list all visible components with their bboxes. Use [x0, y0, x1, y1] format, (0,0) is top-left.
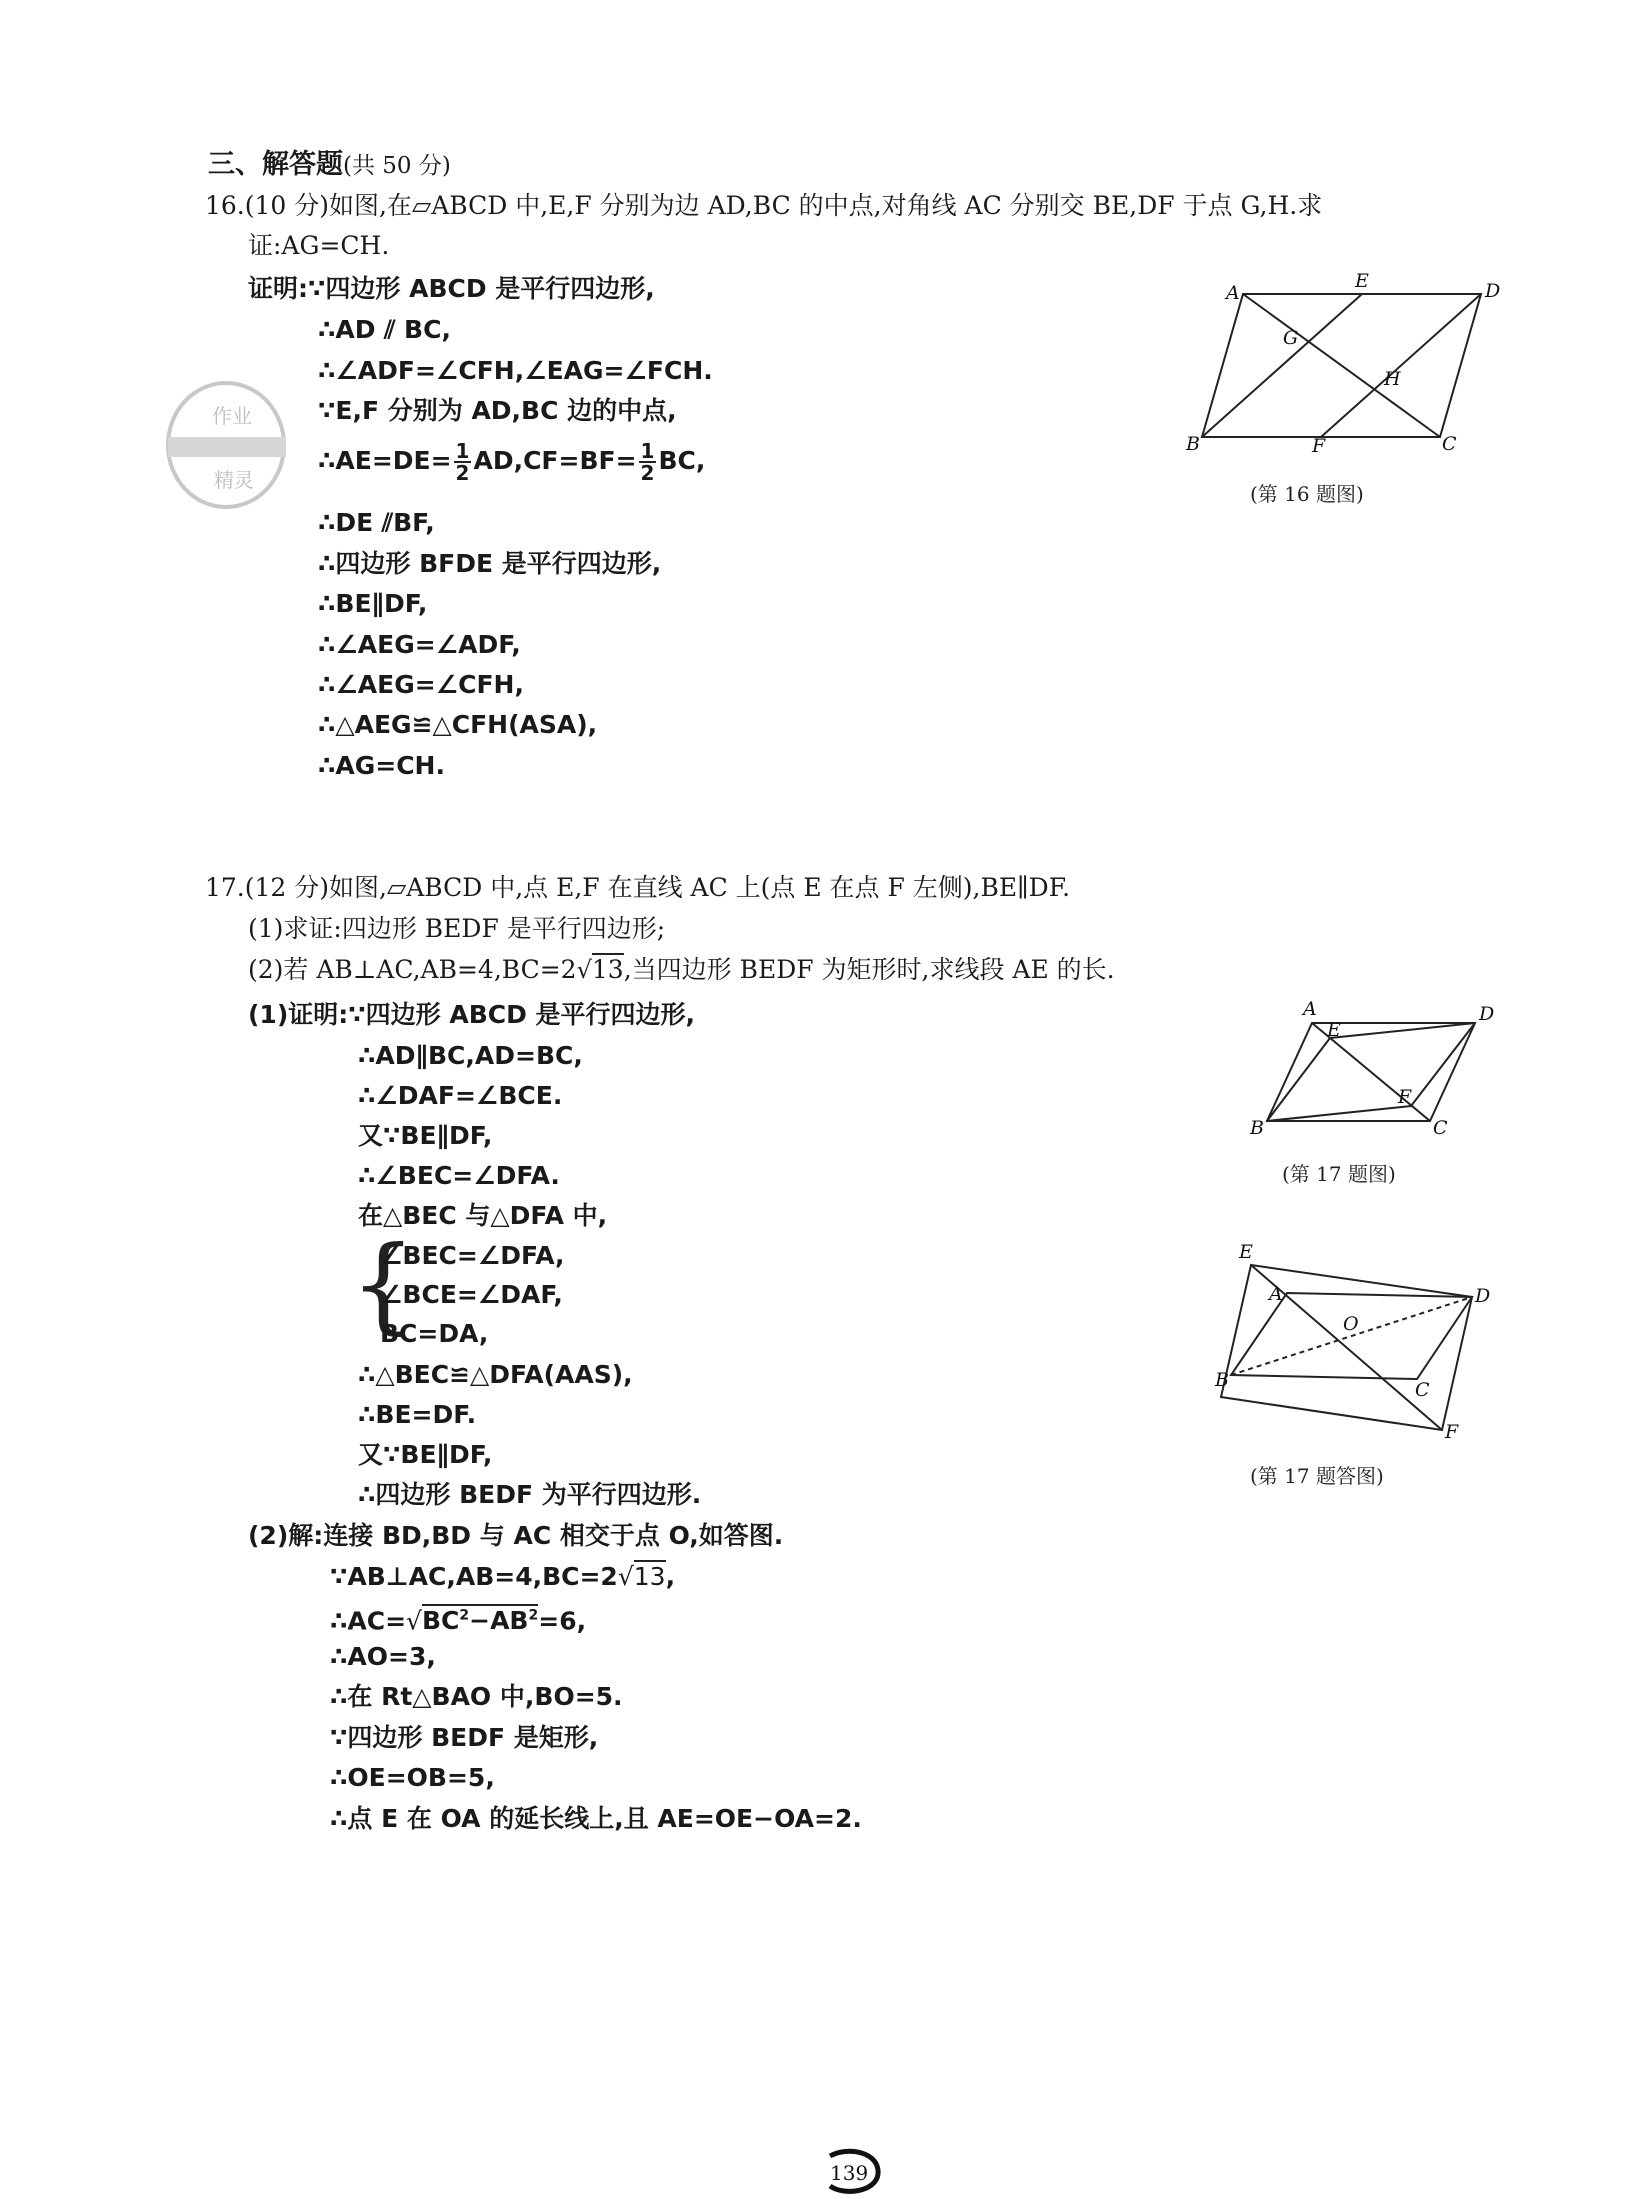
fig16-label-b: B	[1186, 433, 1200, 455]
svg-text:精灵: 精灵	[214, 468, 254, 492]
q16-proof-line-8: ∴BE∥DF,	[318, 589, 428, 618]
q17-part1-line-8: ∠BCE=∠DAF,	[380, 1280, 563, 1309]
fig16-segment-df	[1321, 294, 1481, 437]
fraction-numerator-2: 1	[640, 439, 655, 463]
fig17a-diagonal-bd	[1231, 1297, 1472, 1375]
q17-stem-line3a: (2)若 AB⊥AC,AB=4,BC=2	[248, 955, 577, 984]
q17-stem-line2: (1)求证:四边形 BEDF 是平行四边形;	[248, 914, 666, 943]
fig16-label-e: E	[1355, 270, 1369, 292]
q17-part1-line-6: 在△BEC 与△DFA 中,	[358, 1201, 608, 1230]
q17-part1-line-4: 又∵BE∥DF,	[358, 1121, 493, 1150]
fig16-label-h: H	[1384, 368, 1401, 390]
q17-part2-line-5: ∴在 Rt△BAO 中,BO=5.	[330, 1682, 623, 1711]
q16-proof-line-5b: AD,CF=BF=	[473, 446, 637, 475]
fig16-caption: (第 16 题图)	[1250, 482, 1364, 506]
fig17-label-b: B	[1250, 1117, 1264, 1139]
fig16-label-g: G	[1283, 327, 1299, 349]
fig16-diagonal-ac	[1243, 294, 1440, 437]
q16-stem-line2: 证:AG=CH.	[248, 231, 390, 260]
q16-proof-line-5	[318, 440, 705, 483]
q17-part2-line-2: ∵AB⊥AC,AB=4,BC=2√13,	[330, 1562, 676, 1591]
fig17a-label-a: A	[1269, 1283, 1283, 1305]
q16-proof-line-12: ∴AG=CH.	[318, 751, 445, 780]
q16-proof-line-5a: ∴AE=DE=	[318, 446, 452, 475]
section-points: (共 50 分)	[343, 153, 451, 179]
fig17-label-a: A	[1303, 998, 1317, 1020]
q16-proof-line-10: ∴∠AEG=∠CFH,	[318, 670, 524, 699]
q17-part2-sqrt13: 13	[633, 1562, 666, 1591]
q17-stem-line3b: ,当四边形 BEDF 为矩形时,求线段 AE 的长.	[623, 955, 1115, 984]
q17-part2-line-3b: =6,	[538, 1606, 587, 1636]
svg-text:作业: 作业	[212, 404, 252, 428]
page-number-badge	[820, 2148, 884, 2196]
fig17-caption: (第 17 题图)	[1282, 1162, 1396, 1186]
figure-17-answer	[1215, 1240, 1495, 1443]
system-brace: {	[350, 1223, 417, 1345]
q16-proof-line-2: ∴AD ⫽ BC,	[318, 315, 451, 344]
q17-stem-line3: (2)若 AB⊥AC,AB=4,BC=2√13,当四边形 BEDF 为矩形时,求线段 AE 的长.	[248, 955, 1115, 984]
fig16-label-a: A	[1226, 282, 1240, 304]
q17-part2-line-2b: ,	[665, 1562, 676, 1591]
page-number: 139	[830, 2161, 869, 2185]
q17-part1-line-9: BC=DA,	[380, 1319, 489, 1348]
q17-part2-line-2a: ∵AB⊥AC,AB=4,BC=2	[330, 1562, 618, 1591]
fraction-numerator: 1	[455, 439, 470, 463]
fraction-half-2	[639, 441, 657, 483]
fig17a-label-b: B	[1215, 1369, 1229, 1391]
fig16-segment-be	[1202, 294, 1362, 437]
fig17a-label-e: E	[1239, 1241, 1253, 1263]
q17-part1-line-7: ∠BEC=∠DFA,	[380, 1241, 565, 1270]
fig16-label-c: C	[1442, 433, 1457, 455]
q16-proof-line-3: ∴∠ADF=∠CFH,∠EAG=∠FCH.	[318, 356, 713, 385]
q17-part1-line-1: (1)证明:∵四边形 ABCD 是平行四边形,	[248, 1000, 696, 1029]
fig17a-label-o: O	[1343, 1313, 1359, 1335]
q17-part1-line-12: 又∵BE∥DF,	[358, 1440, 493, 1469]
q17-part2-line-7: ∴OE=OB=5,	[330, 1763, 495, 1792]
fraction-half	[454, 441, 472, 483]
fig17-label-c: C	[1433, 1117, 1448, 1139]
q16-proof-line-6: ∴DE ⫽BF,	[318, 508, 435, 537]
q17-part2-sup-bc: 2	[459, 1608, 470, 1624]
q17-stem-line1: 17.(12 分)如图,▱ABCD 中,点 E,F 在直线 AC 上(点 E 在点 F 左侧),BE∥DF.	[205, 873, 1071, 902]
fig17a-label-c: C	[1415, 1379, 1430, 1401]
q17-part2-line-4: ∴AO=3,	[330, 1642, 436, 1671]
q17-part2-line-1: (2)解:连接 BD,BD 与 AC 相交于点 O,如答图.	[248, 1521, 784, 1550]
q17-part1-line-11: ∴BE=DF.	[358, 1400, 477, 1429]
q17-stem-sqrt: 13	[591, 955, 624, 984]
fig17-label-f: F	[1398, 1086, 1412, 1108]
section-title: 三、解答题	[208, 149, 343, 180]
figure-16	[1180, 270, 1501, 457]
q17-part2-sup-ab: 2	[528, 1608, 539, 1624]
fig17-label-d: D	[1479, 1003, 1495, 1025]
q17-part1-line-5: ∴∠BEC=∠DFA.	[358, 1161, 560, 1190]
q17-part2-line-8: ∴点 E 在 OA 的延长线上,且 AE=OE−OA=2.	[330, 1804, 862, 1833]
q17-part2-line-3a: ∴AC=	[330, 1606, 407, 1636]
q16-proof-line-1: 证明:∵四边形 ABCD 是平行四边形,	[248, 274, 655, 303]
q17-part2-line-3: $\therefore AC=√BC^2-AB^2=6$,	[330, 1606, 587, 1636]
q16-stem-line1: 16.(10 分)如图,在▱ABCD 中,E,F 分别为边 AD,BC 的中点,对角线 AC 分别交 BE,DF 于点 G,H.求	[205, 191, 1323, 220]
q17-part2-line-6: ∵四边形 BEDF 是矩形,	[330, 1723, 599, 1752]
q17-part1-line-3: ∴∠DAF=∠BCE.	[358, 1081, 563, 1110]
fig16-label-d: D	[1485, 280, 1501, 302]
fig17a-label-f: F	[1445, 1421, 1459, 1443]
figure-17	[1250, 998, 1495, 1140]
fig17-label-e: E	[1327, 1019, 1341, 1041]
fig17-answer-caption: (第 17 题答图)	[1250, 1464, 1384, 1488]
q17-part1-line-13: ∴四边形 BEDF 为平行四边形.	[358, 1480, 702, 1509]
q17-part2-ab: −AB	[469, 1606, 529, 1636]
q17-part1-line-10: ∴△BEC≌△DFA(AAS),	[358, 1360, 633, 1389]
fig16-label-f: F	[1312, 435, 1326, 457]
q17-part1-line-2: ∴AD∥BC,AD=BC,	[358, 1041, 583, 1070]
q16-proof-line-4: ∵E,F 分别为 AD,BC 边的中点,	[318, 396, 677, 425]
section-heading	[208, 142, 451, 181]
fraction-denominator-2: 2	[640, 461, 655, 485]
q16-proof-line-7: ∴四边形 BFDE 是平行四边形,	[318, 549, 662, 578]
q16-proof-line-9: ∴∠AEG=∠ADF,	[318, 630, 521, 659]
q16-proof-line-5c: BC,	[658, 446, 706, 475]
q17-part2-bc: BC	[421, 1606, 460, 1636]
fraction-denominator: 2	[455, 461, 470, 485]
q16-proof-line-11: ∴△AEG≌△CFH(ASA),	[318, 710, 598, 739]
watermark-stamp-icon	[158, 375, 298, 515]
fig17a-label-d: D	[1475, 1285, 1491, 1307]
